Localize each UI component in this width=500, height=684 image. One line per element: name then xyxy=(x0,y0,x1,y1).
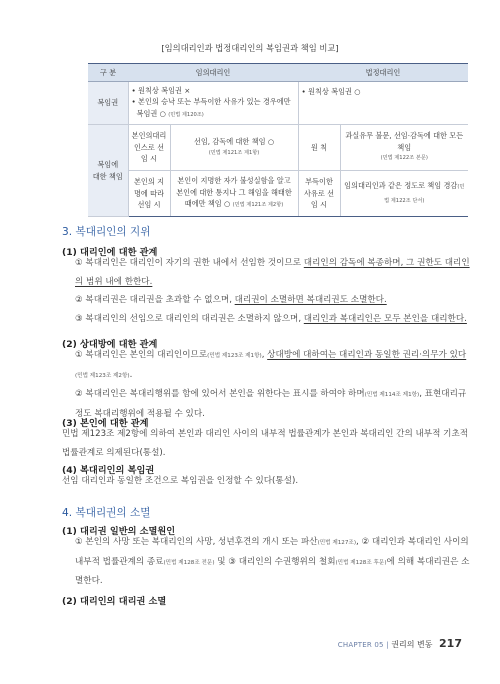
footer-title: 권리의 변동 xyxy=(391,640,433,649)
comparison-table xyxy=(88,63,468,217)
header-legal-agent: 법정대리인 xyxy=(298,64,468,82)
voluntary-self-selected-duty xyxy=(170,125,298,171)
s31-p1-text: ① 복대리인은 대리인이 자기의 권한 내에서 선임한 것이므로 xyxy=(75,258,304,268)
s32-p2-ref: (민법 제114조 제1항) xyxy=(364,392,420,399)
section-3-3-title: (3) 본인에 대한 관계 xyxy=(62,418,149,429)
voluntary-power-line1: • 원칙상 복임권 × xyxy=(131,85,191,95)
page-number: 217 xyxy=(439,637,462,650)
voluntary-designated-label: 본인의 지명에 따라 선임 시 xyxy=(128,171,170,217)
s32-p2-rest: , 표현대리규정도 복대리행위에 적용될 수 있다. xyxy=(75,389,467,420)
section-4-title: 4. 복대리권의 소멸 xyxy=(62,507,151,519)
page-footer xyxy=(0,637,462,650)
section-3-2-item-1 xyxy=(62,346,470,385)
footer-separator: | xyxy=(386,641,389,649)
section-4-2-title: (2) 대리인의 대리권 소멸 xyxy=(62,596,167,607)
section-4-1-item-1 xyxy=(62,533,470,591)
section-3-2-body xyxy=(62,346,470,424)
s32-p2-text: ② 복대리인은 복대리행위를 함에 있어서 본인을 위한다는 표시를 하여야 하며 xyxy=(75,389,365,400)
s31-p3-text: ③ 복대리인의 선임으로 대리인의 대리권은 소멸하지 않으며, xyxy=(75,314,304,325)
legal-principle-duty xyxy=(340,125,468,171)
row-head-responsibility-line1: 복임에 xyxy=(97,159,119,169)
s41-p1-ref1: (민법 제127조) xyxy=(317,540,356,546)
s31-p1-underlined: 대리인의 감독에 복종하며, 그 권한도 대리인의 범위 내에 한한다. xyxy=(75,258,470,287)
table-caption: [임의대리인과 법정대리인의 복임권과 책임 비교] xyxy=(161,43,339,53)
section-3-1-item-2 xyxy=(62,291,470,310)
row-head-responsibility xyxy=(88,125,128,217)
s41-p1-ref2: (민법 제128조 전문) xyxy=(163,559,215,566)
s32-p1-underlined: 상대방에 대하여는 대리인과 동일한 권리·의무가 있다 xyxy=(267,350,467,360)
voluntary-self-selected-label: 본인의대리인스로 선임 시 xyxy=(128,125,170,171)
voluntary-designated-duty xyxy=(170,171,298,217)
s41-p1-ref3: (민법 제128조 후문) xyxy=(335,559,387,566)
row-head-subagency-power: 복임권 xyxy=(88,82,128,125)
section-3-title: 3. 복대리인의 지위 xyxy=(62,226,151,238)
legal-unavoidable-ref: (민법 제122조 단서) xyxy=(384,183,465,204)
s31-p2-underlined: 대리권이 소멸하면 복대리권도 소멸한다. xyxy=(234,295,387,306)
s32-p1-period: . xyxy=(129,369,133,380)
s41-p1-text-a: ① 본인의 사망 또는 복대리인의 사망, 성년후견의 개시 또는 파산 xyxy=(75,537,318,547)
s41-p1-text-b: , ② 대리인과 복대리인 사이의 내부적 법률관계의 종료 xyxy=(75,537,469,567)
section-3-4-title: (4) 복대리인의 복임권 xyxy=(62,465,155,476)
voluntary-self-selected-text: 선임, 감독에 대한 책임 ○ xyxy=(193,136,275,146)
cell-voluntary-power xyxy=(128,82,298,125)
s41-p1-text-c: 및 ③ 대리인의 수권행위의 철회 xyxy=(214,556,336,567)
section-3-1-item-3 xyxy=(62,310,470,329)
row-responsibility-2 xyxy=(88,171,468,217)
legal-unavoidable-label: 부득이한 사유로 선임 시 xyxy=(298,171,340,217)
voluntary-power-line3-text: 복임권 ○ xyxy=(136,108,166,118)
row-subagency-power xyxy=(88,82,468,125)
row-responsibility-1 xyxy=(88,125,468,171)
voluntary-self-selected-ref: (민법 제121조 제1항) xyxy=(208,149,260,156)
section-3-1-body xyxy=(62,254,470,329)
header-category: 구 분 xyxy=(88,64,128,82)
cell-legal-power: • 원칙상 복임권 ○ xyxy=(298,82,468,125)
s32-p1-text: ① 복대리인은 본인의 대리인이므로 xyxy=(75,350,208,360)
section-3-1-title: (1) 대리인에 대한 관계 xyxy=(62,247,158,258)
header-voluntary-agent: 임의대리인 xyxy=(128,64,298,82)
footer-chapter: CHAPTER 05 xyxy=(337,641,384,649)
section-3-3-body: 민법 제123조 제2항에 의하여 본인과 대리인 사이의 내부적 법률관계가 본인과 복대리인 간의 내부적 기초적 법률관계로 의제된다(통설). xyxy=(62,429,469,458)
voluntary-power-line2: • 본인의 승낙 또는 부득이한 사유가 있는 경우에만 xyxy=(131,97,291,107)
legal-unavoidable-duty xyxy=(340,171,468,217)
s31-p2-text: ② 복대리권은 대리권을 초과할 수 없으며, xyxy=(75,295,235,306)
legal-principle-ref: (민법 제122조 본문) xyxy=(380,155,428,162)
s31-p3-underlined: 대리인과 복대리인은 모두 본인을 대리한다. xyxy=(303,314,467,325)
table-header-row xyxy=(88,64,468,82)
voluntary-power-ref: (민법 제120조) xyxy=(168,111,204,118)
s32-p1-comma: , xyxy=(261,350,268,360)
section-4-1-title: (1) 대리권 일반의 소멸원인 xyxy=(62,526,176,537)
s32-p1-ref1: (민법 제123조 제1항) xyxy=(207,353,262,359)
row-head-responsibility-line2: 대한 책임 xyxy=(92,171,123,181)
voluntary-designated-text: 본인이 지명한 자가 불성실함을 알고 본인에 대한 통지나 그 해임을 해태한 때에만 책임 ○ xyxy=(176,176,292,209)
section-3-1-item-1 xyxy=(62,254,470,291)
legal-principle-label: 원 칙 xyxy=(298,125,340,171)
s41-p1-text-d: 에 의해 복대리권은 소멸한다. xyxy=(75,556,470,587)
legal-principle-text: 과실유무 불문, 선임·감독에 대한 모든 책임 xyxy=(345,131,464,152)
section-4-1-body xyxy=(62,533,470,591)
s32-p1-ref2: (민법 제123조 제2항) xyxy=(75,372,130,379)
section-3-4-body: 선임 대리인과 동일한 조건으로 복임권을 인정할 수 있다(통설). xyxy=(62,476,299,486)
legal-unavoidable-text: 임의대리인과 같은 정도로 책임 경감 xyxy=(344,180,458,190)
section-3-2-title: (2) 상대방에 대한 관계 xyxy=(62,339,158,350)
voluntary-power-line3 xyxy=(132,108,295,122)
voluntary-designated-ref: (민법 제121조 제2항) xyxy=(232,202,284,209)
